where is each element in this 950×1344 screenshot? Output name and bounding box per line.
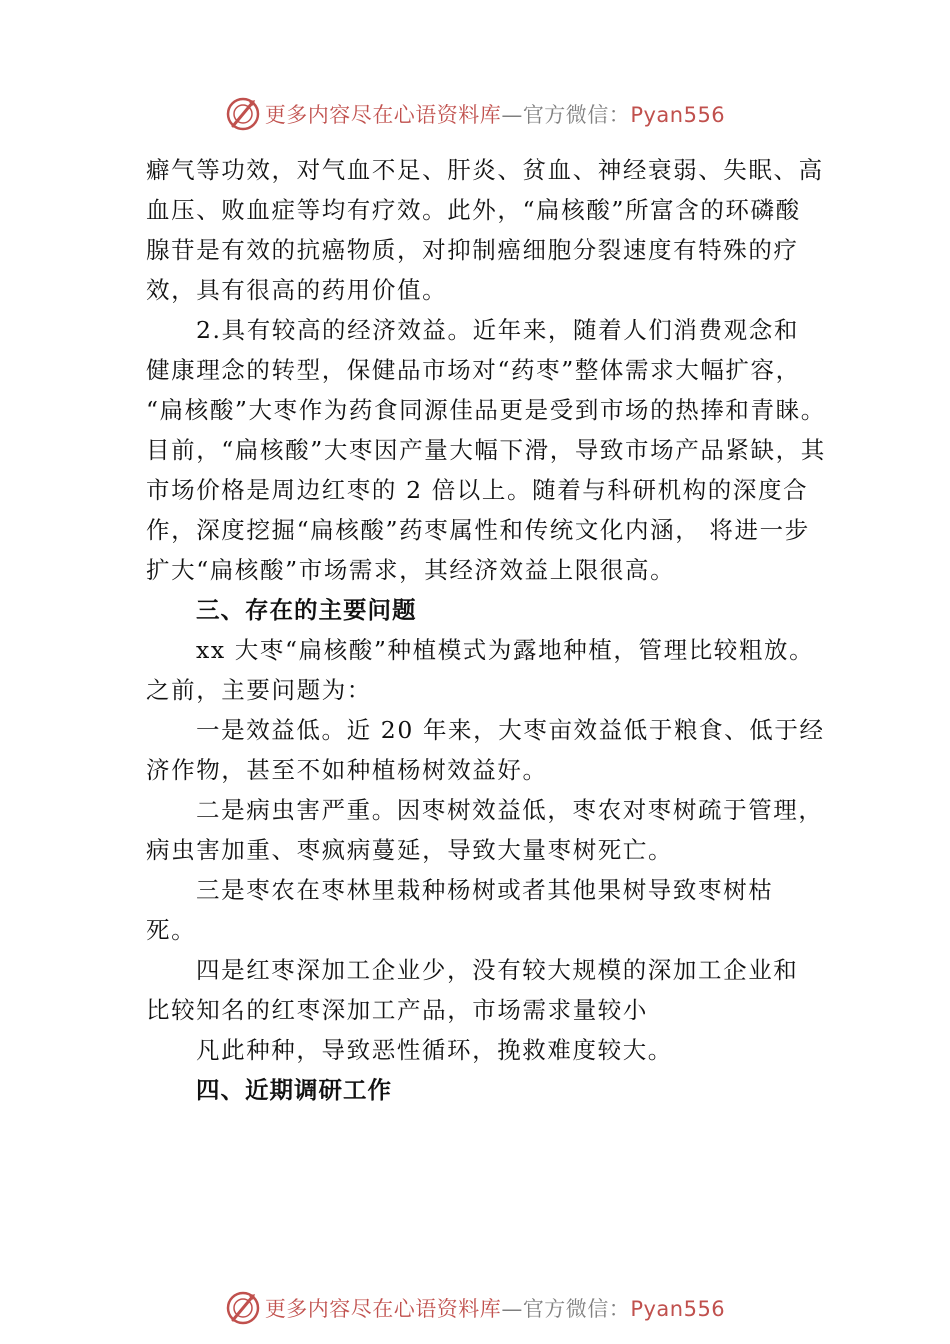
text-line: 2.具有较高的经济效益。近年来，随着人们消费观念和 xyxy=(196,316,799,344)
watermark-label: 官方微信： xyxy=(522,1297,631,1321)
section-heading: 四、近期调研工作 xyxy=(196,1076,392,1104)
text-line: 一是效益低。近 20 年来，大枣亩效益低于粮食、低于经 xyxy=(196,716,825,744)
text-line: 病虫害加重、枣疯病蔓延，导致大量枣树死亡。 xyxy=(146,836,674,864)
text-line: 目前，“扁核酸”大枣因产量大幅下滑，导致市场产品紧缺，其 xyxy=(146,436,826,464)
text-line: 癖气等功效，对气血不足、肝炎、贫血、神经衰弱、失眠、高 xyxy=(146,156,824,184)
text-line: 济作物，甚至不如种植杨树效益好。 xyxy=(146,756,548,784)
watermark-text xyxy=(265,99,725,129)
watermark-separator: — xyxy=(501,1297,523,1321)
watermark-logo-icon xyxy=(225,96,261,132)
text-line: 凡此种种，导致恶性循环，挽救难度较大。 xyxy=(196,1036,673,1064)
text-line: 血压、败血症等均有疗效。此外，“扁核酸”所富含的环磷酸 xyxy=(146,196,801,224)
text-line: 比较知名的红枣深加工产品，市场需求量较小 xyxy=(146,996,648,1024)
text-line: 三是枣农在枣林里栽种杨树或者其他果树导致枣树枯 xyxy=(196,876,774,904)
text-line: 四是红枣深加工企业少，没有较大规模的深加工企业和 xyxy=(196,956,799,984)
watermark-handle: Pyan556 xyxy=(630,1297,726,1321)
watermark-title: 更多内容尽在心语资料库 xyxy=(264,103,502,127)
footer-watermark xyxy=(0,1286,950,1330)
text-line: 之前，主要问题为： xyxy=(146,676,372,704)
text-line: 腺苷是有效的抗癌物质，对抑制癌细胞分裂速度有特殊的疗 xyxy=(146,236,799,264)
text-line: 作，深度挖掘“扁核酸”药枣属性和传统文化内涵， 将进一步 xyxy=(146,516,810,544)
text-line: 效，具有很高的药用价值。 xyxy=(146,276,448,304)
watermark-label: 官方微信： xyxy=(522,103,631,127)
text-line: “扁核酸”大枣作为药食同源佳品更是受到市场的热捧和青睐。 xyxy=(146,396,826,424)
header-watermark xyxy=(0,92,950,136)
text-line: xx 大枣“扁核酸”种植模式为露地种植，管理比较粗放。 xyxy=(196,636,815,664)
watermark-title: 更多内容尽在心语资料库 xyxy=(264,1297,502,1321)
text-line: 二是病虫害严重。因枣树效益低，枣农对枣树疏于管理， xyxy=(196,796,824,824)
text-line: 市场价格是周边红枣的 2 倍以上。随着与科研机构的深度合 xyxy=(146,476,809,504)
text-line: 健康理念的转型，保健品市场对“药枣”整体需求大幅扩容， xyxy=(146,356,801,384)
watermark-text xyxy=(265,1293,725,1323)
text-line: 死。 xyxy=(146,916,197,944)
section-heading: 三、存在的主要问题 xyxy=(196,596,417,624)
watermark-separator: — xyxy=(501,103,523,127)
watermark-handle: Pyan556 xyxy=(630,103,726,127)
watermark-logo-icon xyxy=(225,1290,261,1326)
document-body xyxy=(146,150,826,1110)
text-line: 扩大“扁核酸”市场需求，其经济效益上限很高。 xyxy=(146,556,676,584)
